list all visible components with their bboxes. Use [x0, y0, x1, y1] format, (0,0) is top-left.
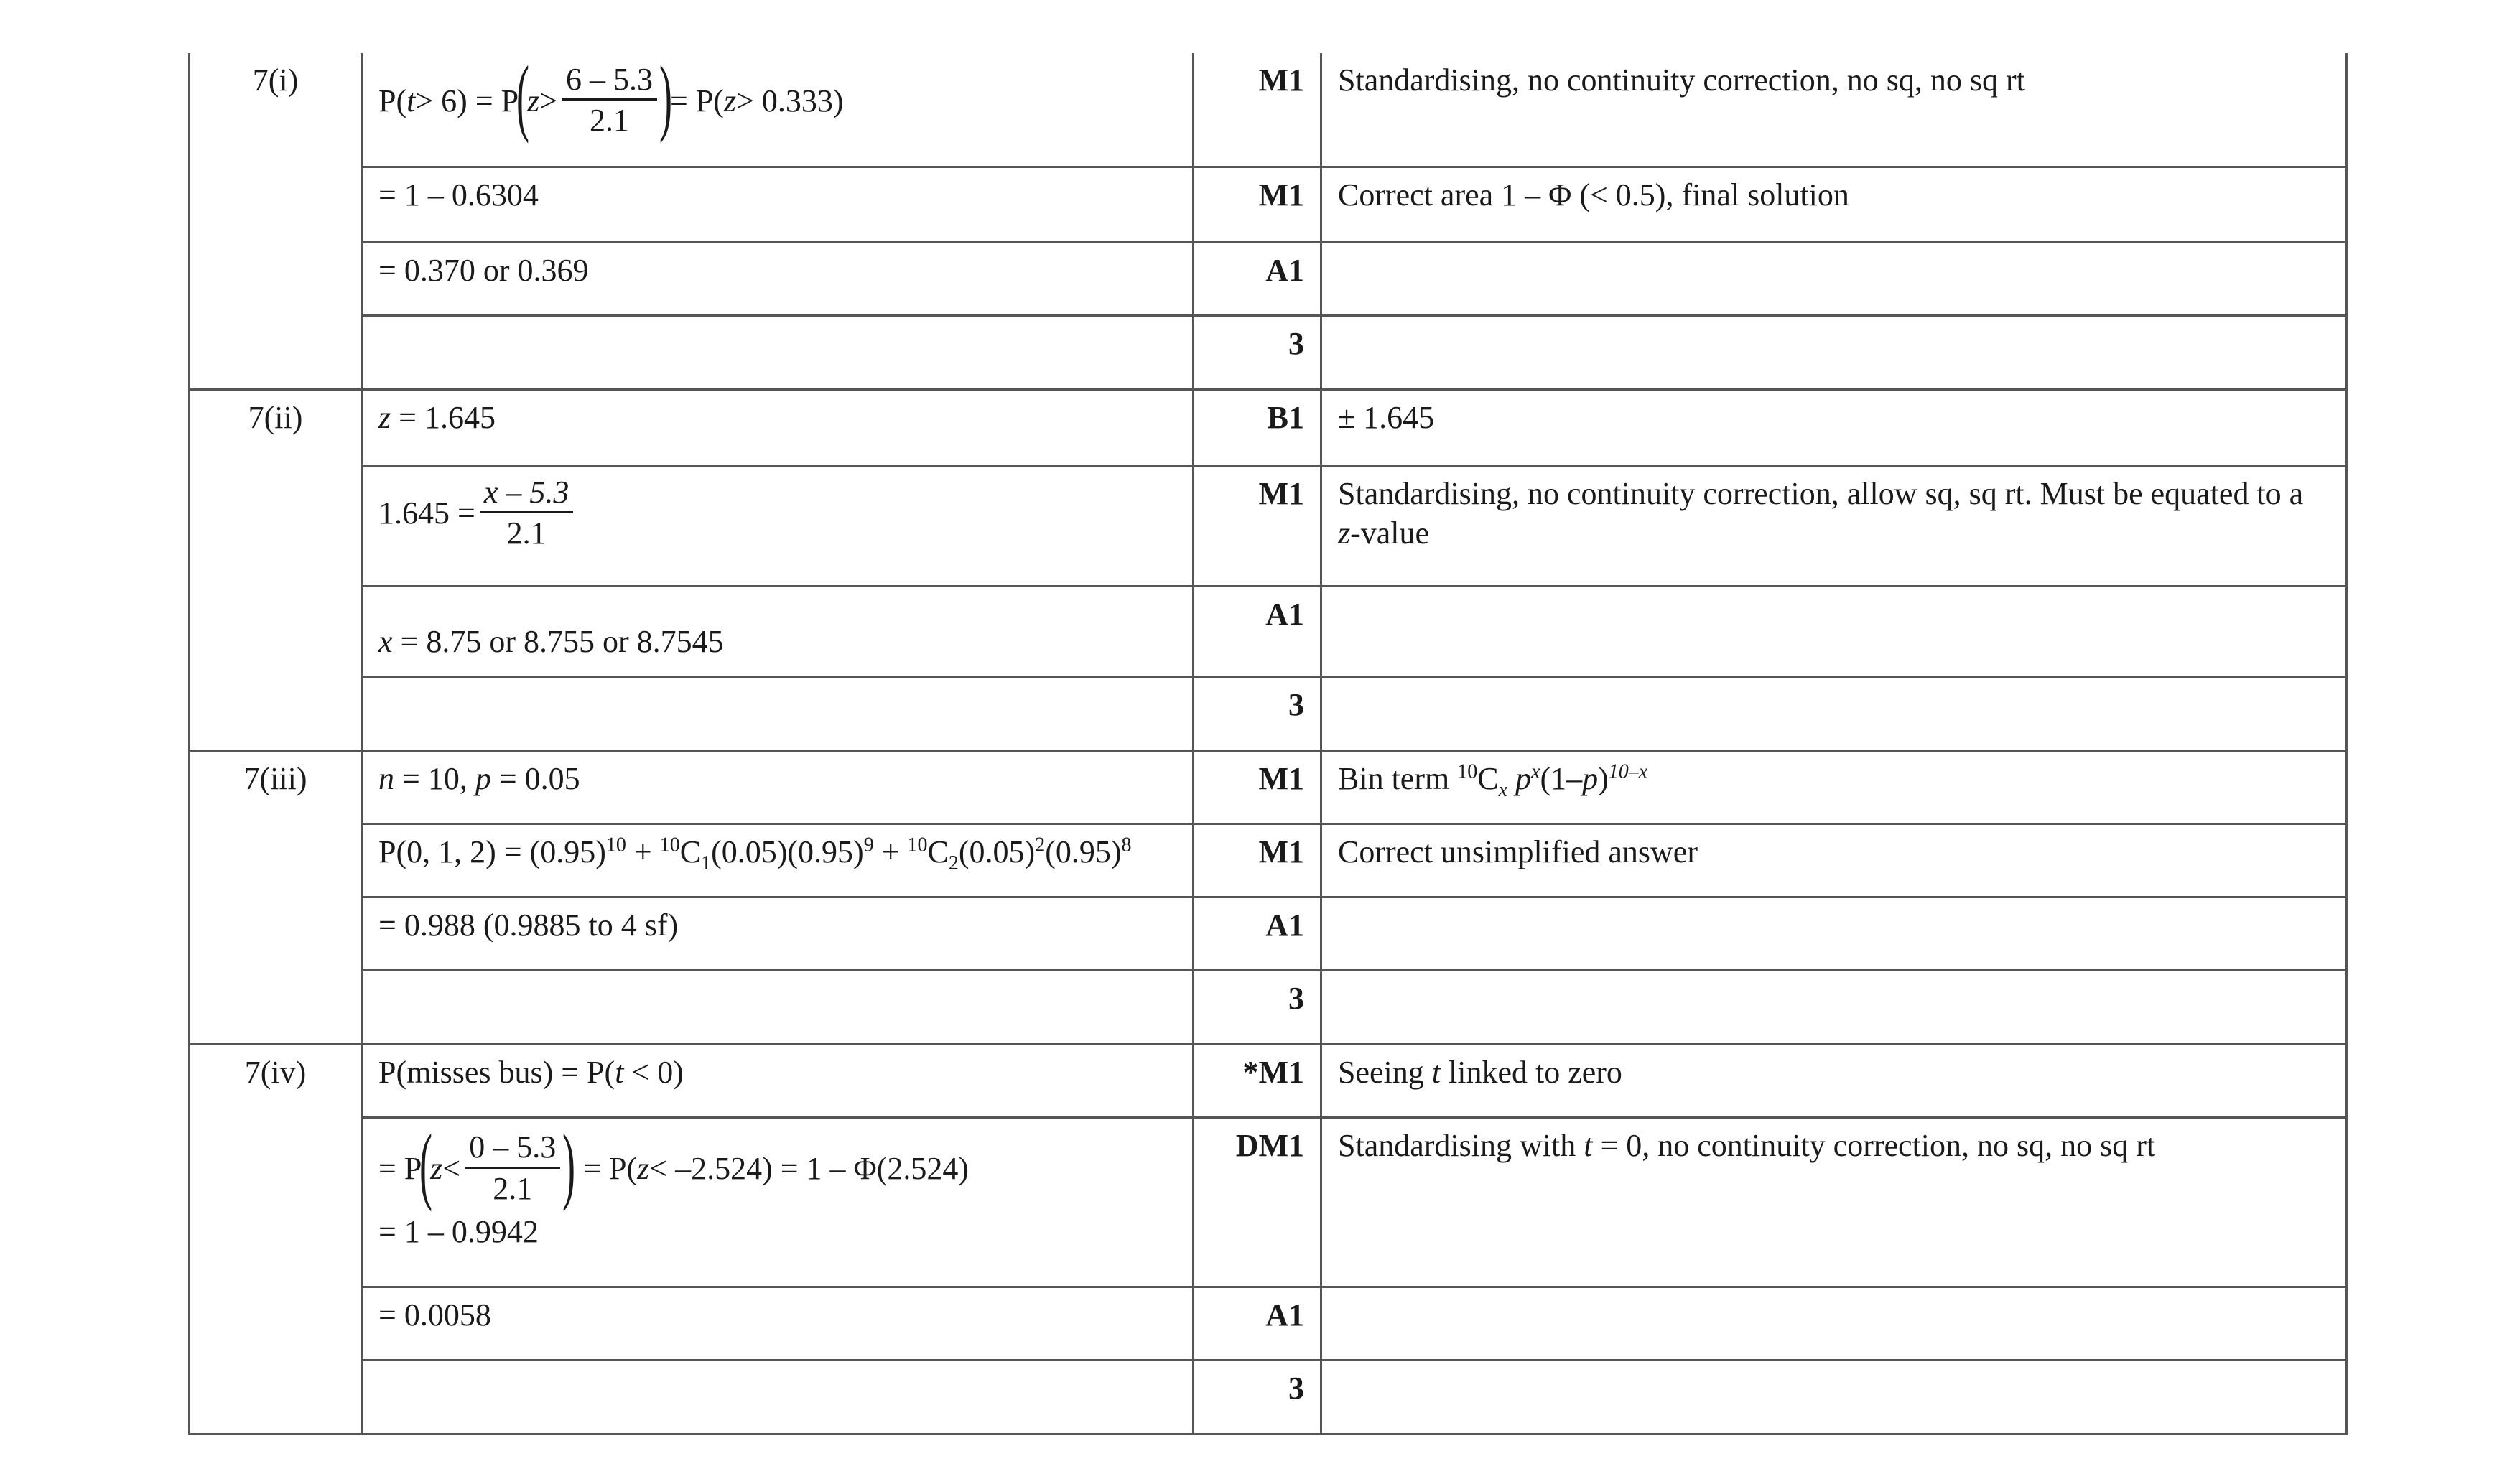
mark-scheme-table	[188, 48, 2348, 1435]
total-row	[190, 970, 2347, 1044]
answer-text: < –2.524) = 1 – Φ(2.524)	[649, 1151, 969, 1186]
mark-row	[190, 1117, 2347, 1287]
guidance-sub: x	[1498, 778, 1507, 801]
answer-var: t	[615, 1054, 624, 1090]
answer-cell	[362, 465, 1194, 586]
mark-code: A1	[1194, 1287, 1321, 1360]
answer-text: +	[873, 834, 908, 869]
answer-cell	[362, 315, 1194, 389]
mark-code: M1	[1194, 53, 1321, 167]
answer-cell: = 0.0058	[362, 1287, 1194, 1360]
answer-text: P(misses bus) = P(	[378, 1054, 615, 1090]
answer-var: z	[527, 83, 540, 118]
answer-text: P(	[378, 83, 407, 118]
guidance-text	[1321, 970, 2347, 1044]
answer-var: z	[723, 83, 737, 118]
guidance-part: linked to zero	[1441, 1054, 1622, 1090]
mark-total: 3	[1194, 315, 1321, 389]
answer-sup: 8	[1121, 833, 1132, 856]
answer-text: > 0.333)	[736, 83, 844, 118]
mark-row	[190, 823, 2347, 897]
answer-text: = 0.05	[490, 760, 580, 796]
answer-cell	[362, 823, 1194, 897]
guidance-part: )	[1598, 760, 1609, 796]
guidance-text	[1321, 1117, 2347, 1287]
fraction-numerator: x – 5.3	[480, 474, 574, 514]
answer-text: (0.95)	[1045, 834, 1122, 869]
answer-text: (0.05)(0.95)	[711, 834, 864, 869]
question-label: 7(iv)	[190, 1044, 362, 1434]
guidance-part	[1507, 761, 1515, 796]
mark-row	[190, 242, 2347, 315]
answer-cell: = 0.370 or 0.369	[362, 242, 1194, 315]
answer-var: x	[378, 623, 393, 659]
guidance-text	[1321, 1360, 2347, 1434]
fraction	[562, 61, 657, 141]
guidance-text	[1321, 315, 2347, 389]
left-paren: (	[516, 48, 530, 144]
mark-row	[190, 389, 2347, 465]
answer-var: n	[378, 760, 394, 796]
guidance-part: Standardising, no continuity correction, allow sq, sq rt. Must be equated to a	[1338, 475, 2304, 511]
answer-sup: 10	[605, 833, 626, 856]
guidance-part: Standardising with	[1338, 1127, 1584, 1163]
guidance-text	[1321, 586, 2347, 676]
answer-text: < 0)	[623, 1054, 684, 1090]
answer-text: = 8.75 or 8.755 or 8.7545	[392, 623, 724, 659]
mark-code: A1	[1194, 242, 1321, 315]
mark-row	[190, 465, 2347, 586]
guidance-part: Bin term	[1338, 760, 1458, 796]
answer-text: 1.645 =	[378, 495, 475, 531]
answer-var: t	[406, 83, 416, 118]
answer-text: C	[679, 834, 702, 869]
fraction-numerator: 6 – 5.3	[562, 61, 657, 101]
answer-cell	[362, 1044, 1194, 1117]
mark-code: A1	[1194, 897, 1321, 970]
answer-text: P(0, 1, 2) = (0.95)	[378, 834, 606, 869]
answer-cell	[362, 586, 1194, 676]
fraction	[465, 1129, 560, 1208]
mark-row	[190, 586, 2347, 676]
answer-cell	[362, 1360, 1194, 1434]
answer-cell	[362, 750, 1194, 823]
answer-cell	[362, 676, 1194, 750]
mark-row	[190, 750, 2347, 823]
guidance-text: Correct unsimplified answer	[1321, 823, 2347, 897]
guidance-part: -value	[1350, 515, 1430, 551]
mark-total: 3	[1194, 1360, 1321, 1434]
total-row	[190, 1360, 2347, 1434]
mark-code: M1	[1194, 465, 1321, 586]
question-label: 7(ii)	[190, 389, 362, 750]
guidance-part: = 0, no continuity correction, no sq, no sq rt	[1592, 1127, 2156, 1163]
answer-var: z	[430, 1151, 443, 1186]
right-paren: )	[562, 1116, 576, 1212]
answer-text: = P(	[583, 1151, 638, 1186]
question-label: 7(iii)	[190, 750, 362, 1044]
answer-cell	[362, 48, 1194, 167]
answer-text: = 10,	[394, 760, 475, 796]
mark-code: B1	[1194, 389, 1321, 465]
mark-code: *M1	[1194, 1044, 1321, 1117]
guidance-text	[1321, 1287, 2347, 1360]
guidance-text: Correct area 1 – Φ (< 0.5), final solution	[1321, 167, 2347, 242]
fraction	[480, 474, 574, 554]
mark-code: M1	[1194, 167, 1321, 242]
mark-total: 3	[1194, 676, 1321, 750]
guidance-sup: 10–x	[1608, 760, 1648, 783]
answer-sup: 10	[907, 833, 928, 856]
fraction-denominator: 2.1	[493, 1170, 533, 1206]
answer-line: = 1 – 0.9942	[378, 1213, 539, 1249]
answer-text: = P	[378, 1151, 422, 1186]
guidance-text: ± 1.645	[1321, 389, 2347, 465]
answer-var: z	[637, 1151, 650, 1186]
mark-row	[190, 1044, 2347, 1117]
guidance-part: C	[1477, 760, 1499, 796]
answer-cell	[362, 1117, 1194, 1287]
guidance-var: p	[1582, 760, 1599, 796]
guidance-var: z	[1338, 515, 1351, 551]
guidance-text	[1321, 897, 2347, 970]
mark-code: M1	[1194, 823, 1321, 897]
answer-cell: = 1 – 0.6304	[362, 167, 1194, 242]
answer-sup: 9	[863, 833, 874, 856]
guidance-text: Standardising, no continuity correction, no sq, no sq rt	[1321, 53, 2347, 167]
mark-row	[190, 53, 2347, 167]
fraction-numerator: 0 – 5.3	[465, 1129, 560, 1169]
guidance-text	[1321, 465, 2347, 586]
mark-code: A1	[1194, 586, 1321, 676]
answer-cell	[362, 970, 1194, 1044]
answer-sup: 2	[1035, 833, 1046, 856]
answer-text: = 1.645	[391, 399, 496, 435]
guidance-var: p	[1515, 760, 1531, 796]
answer-text: >	[539, 83, 558, 118]
guidance-text	[1321, 1044, 2347, 1117]
total-row	[190, 676, 2347, 750]
mark-row	[190, 897, 2347, 970]
answer-sup: 10	[659, 833, 680, 856]
answer-var: z	[378, 399, 391, 435]
guidance-text	[1321, 242, 2347, 315]
answer-text: > 6) = P	[415, 83, 519, 118]
answer-text: (0.05)	[958, 834, 1036, 869]
fraction-denominator: 2.1	[590, 103, 630, 139]
guidance-sup: 10	[1457, 760, 1478, 783]
answer-text: <	[442, 1151, 461, 1186]
answer-text: = P(	[670, 83, 724, 118]
answer-sub: 1	[701, 851, 712, 874]
answer-sub: 2	[948, 851, 959, 874]
right-paren: )	[659, 48, 673, 144]
guidance-var: t	[1431, 1054, 1441, 1090]
mark-row	[190, 167, 2347, 242]
answer-var: p	[475, 760, 491, 796]
guidance-part: (1–	[1540, 760, 1583, 796]
mark-code: DM1	[1194, 1117, 1321, 1287]
total-row	[190, 315, 2347, 389]
guidance-part: Seeing	[1338, 1054, 1432, 1090]
question-label: 7(i)	[190, 53, 362, 389]
left-paren: (	[419, 1116, 433, 1212]
answer-cell: = 0.988 (0.9885 to 4 sf)	[362, 897, 1194, 970]
guidance-text	[1321, 676, 2347, 750]
guidance-text	[1321, 750, 2347, 823]
answer-cell	[362, 389, 1194, 465]
mark-code: M1	[1194, 750, 1321, 823]
mark-row	[190, 1287, 2347, 1360]
guidance-sup: x	[1531, 760, 1540, 783]
mark-total: 3	[1194, 970, 1321, 1044]
answer-text: C	[927, 834, 949, 869]
answer-text: +	[626, 834, 660, 869]
fraction-denominator: 2.1	[506, 515, 547, 551]
guidance-var: t	[1584, 1127, 1593, 1163]
